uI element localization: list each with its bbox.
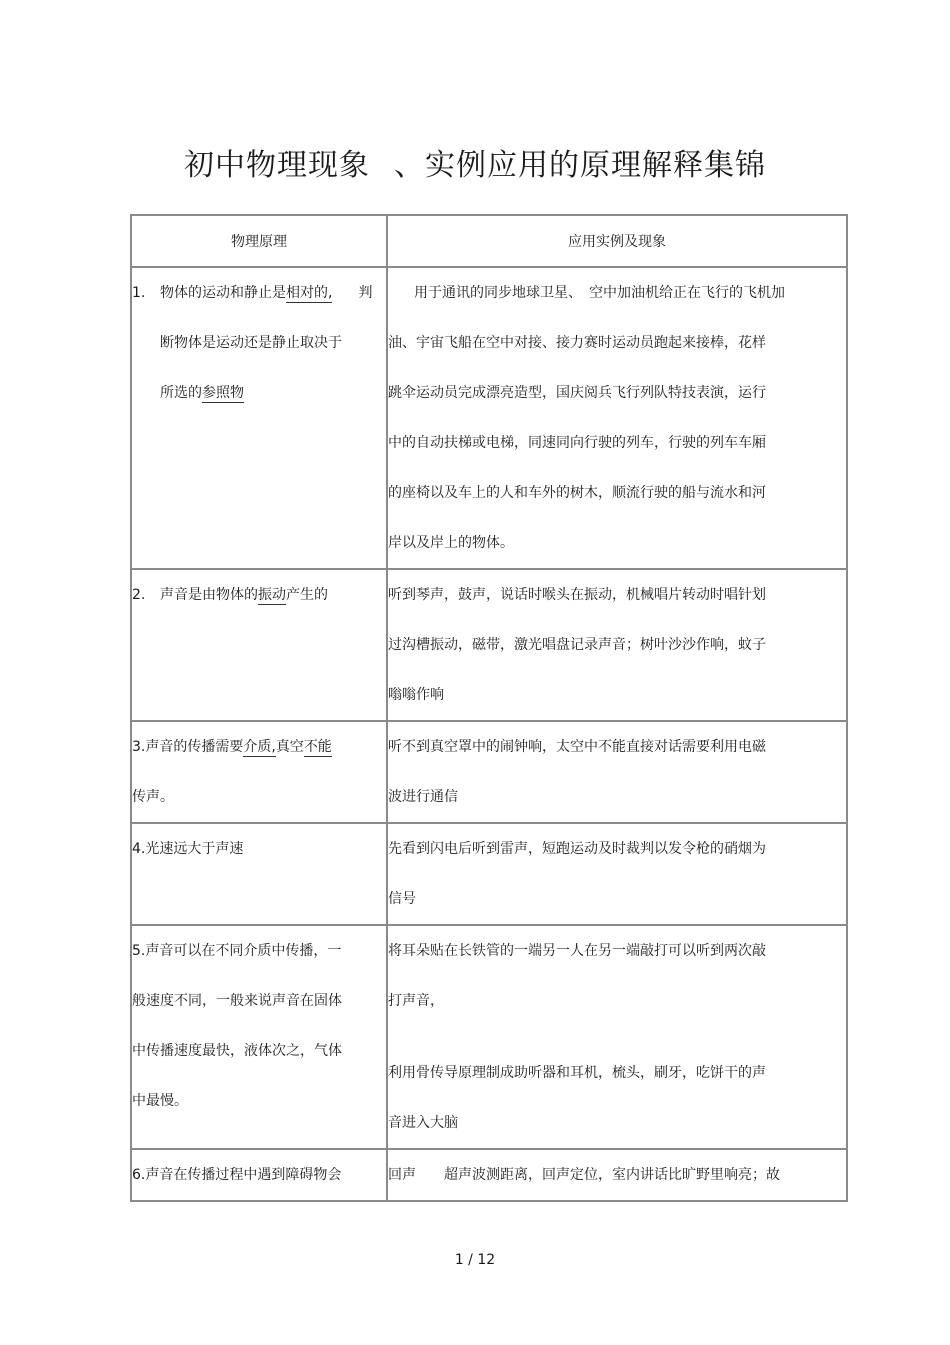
example-cell: 将耳朵贴在长铁管的一端另一人在另一端敲打可以听到两次敲 打声音， 利用骨传导原理制成助听器和耳机，梳头，刷牙，吃饼干的声 音进入大脑	[387, 925, 847, 1149]
answer-blank: 参照物	[202, 385, 244, 401]
answer-blank: 介质,	[243, 739, 276, 755]
table-row	[131, 267, 847, 569]
example-cell: 听到琴声，鼓声，说话时喉头在振动，机械唱片转动时唱针划 过沟槽振动，磁带，激光唱盘记录声音；树叶沙沙作响，蚊子 嗡嗡作响	[387, 569, 847, 721]
table-row	[131, 569, 847, 721]
table-row	[131, 925, 847, 1149]
table-row	[131, 823, 847, 925]
example-cell: 先看到闪电后听到雷声，短跑运动及时裁判以发令枪的硝烟为 信号	[387, 823, 847, 925]
principle-cell: 1. 物体的运动和静止是相对的, 判 断物体是运动还是静止取决于 所选的参照物	[131, 267, 387, 569]
table-header-row	[131, 215, 847, 267]
table-row	[131, 721, 847, 823]
principle-cell: 3.声音的传播需要介质,真空不能 传声。	[131, 721, 387, 823]
column-header-principle: 物理原理	[131, 215, 387, 267]
answer-blank: 相对的,	[286, 285, 333, 301]
table-row	[131, 1149, 847, 1201]
document-title	[0, 140, 950, 184]
example-cell: 回声 超声波测距离，回声定位，室内讲话比旷野里响亮；故	[387, 1149, 847, 1201]
example-cell: 听不到真空罩中的闹钟响，太空中不能直接对话需要利用电磁 波进行通信	[387, 721, 847, 823]
title-part-1: 初中物理现象	[184, 148, 370, 183]
principle-table	[130, 214, 848, 1202]
column-header-example: 应用实例及现象	[387, 215, 847, 267]
title-part-2: 、实例应用的原理解释集锦	[394, 148, 766, 183]
principle-cell: 4.光速远大于声速	[131, 823, 387, 925]
principle-cell: 2. 声音是由物体的振动产生的	[131, 569, 387, 721]
answer-blank: 振动	[258, 587, 286, 603]
principle-cell: 5.声音可以在不同介质中传播，一 般速度不同，一般来说声音在固体 中传播速度最快，液体次之，气体 中最慢。	[131, 925, 387, 1149]
example-cell: 用于通讯的同步地球卫星、 空中加油机给正在飞行的飞机加 油、宇宙飞船在空中对接、接力赛时运动员跑起来接棒，花样 跳伞运动员完成漂亮造型，国庆阅兵飞行列队特技表演，运行 中的自动扶梯或电梯，同速同向行驶的列车，行驶的列车车厢 的座椅以及车上的人和车外的树木，顺流行驶的船与流水和河 岸以及岸上的物体。	[387, 267, 847, 569]
page-number: 1 / 12	[454, 1252, 496, 1268]
answer-blank: 不能	[303, 739, 332, 755]
principle-cell: 6.声音在传播过程中遇到障碍物会	[131, 1149, 387, 1201]
